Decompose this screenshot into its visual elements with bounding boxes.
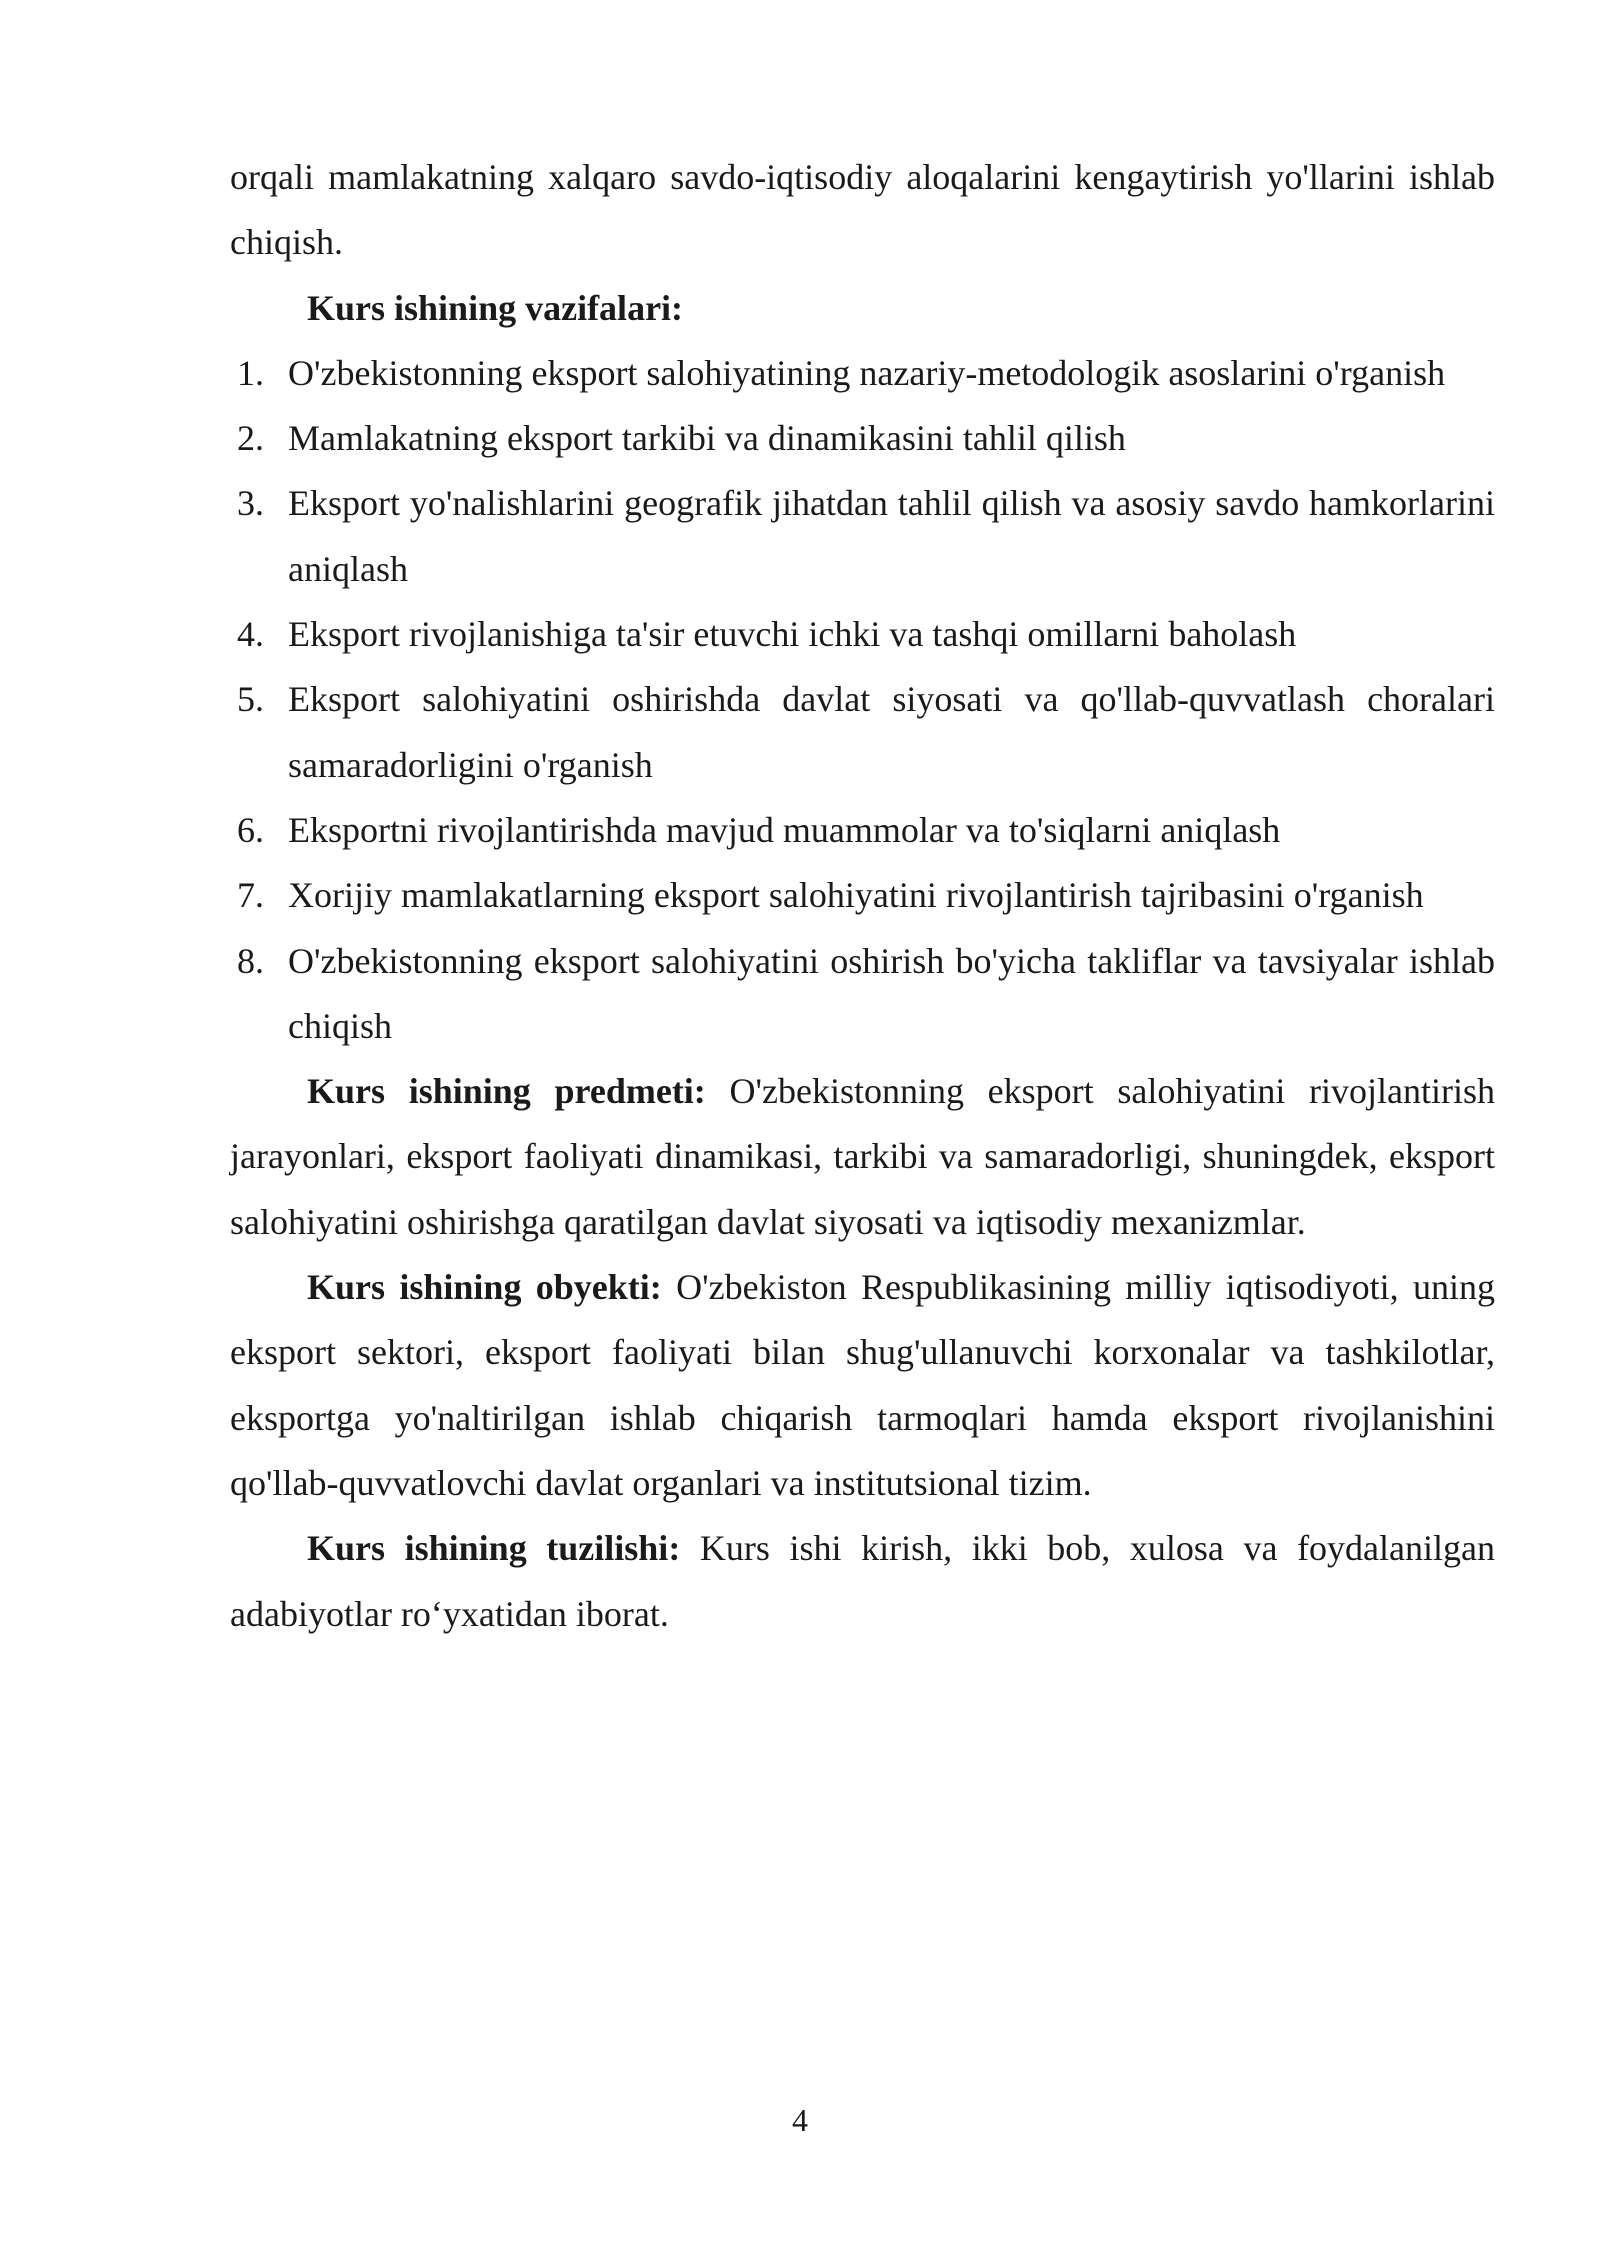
list-item-number: 3. [237, 483, 264, 524]
structure-label: Kurs ishining tuzilishi: [307, 1528, 681, 1569]
list-item-text: O'zbekistonning eksport salohiyatining nazariy-metodologik asoslarini o'rganish [288, 352, 1446, 393]
list-item [230, 929, 1495, 1060]
list-item-number: 5. [237, 679, 264, 720]
list-item-text: Xorijiy mamlakatlarning eksport salohiyatini rivojlantirish tajribasini o'rganish [288, 875, 1424, 916]
list-item-text: Eksport salohiyatini oshirishda davlat siyosati va qo'llab-quvvatlash choralari samaradorligini o'rganish [288, 679, 1495, 785]
subject-text: O'zbekistonning eksport salohiyatini rivojlantirish jarayonlari, eksport faoliyati dinamikasi, tarkibi va samaradorligi, shuningdek, eksport salohiyatini oshirishga qaratilgan davlat siyosati va iqtisodiy mexanizmlar. [230, 1071, 1495, 1242]
list-item [230, 406, 1495, 471]
list-item-number: 8. [237, 940, 264, 981]
list-item [230, 798, 1495, 863]
list-item [230, 471, 1495, 602]
object-paragraph [230, 1255, 1495, 1516]
list-item [230, 602, 1495, 667]
list-item [230, 667, 1495, 798]
object-text: O'zbekiston Respublikasining milliy iqtisodiyoti, uning eksport sektori, eksport faoliyati bilan shug'ullanuvchi korxonalar va tashkilotlar, eksportga yo'naltirilgan ishlab chiqarish tarmoqlari hamda eksport rivojlanishini qo'llab-quvvatlovchi davlat organlari va institutsional tizim. [230, 1267, 1496, 1503]
document-page [230, 145, 1495, 1647]
structure-paragraph [230, 1516, 1495, 1647]
list-item-number: 1. [237, 352, 264, 393]
tasks-list [230, 341, 1495, 1059]
page-number: 4 [792, 2102, 808, 2138]
intro-continuation: orqali mamlakatning xalqaro savdo-iqtisodiy aloqalarini kengaytirish yo'llarini ishlab chiqish. [230, 157, 1495, 263]
list-item-number: 7. [237, 875, 264, 916]
list-item [230, 341, 1495, 406]
tasks-heading: Kurs ishining vazifalari: [307, 287, 684, 328]
list-item [230, 863, 1495, 928]
list-item-text: Eksport rivojlanishiga ta'sir etuvchi ichki va tashqi omillarni baholash [288, 614, 1297, 655]
list-item-text: Eksport yo'nalishlarini geografik jihatdan tahlil qilish va asosiy savdo hamkorlarini aniqlash [288, 483, 1495, 589]
list-item-text: Mamlakatning eksport tarkibi va dinamikasini tahlil qilish [288, 418, 1126, 459]
list-item-number: 4. [237, 614, 264, 655]
list-item-text: Eksportni rivojlantirishda mavjud muammolar va to'siqlarni aniqlash [288, 809, 1281, 850]
object-label: Kurs ishining obyekti: [307, 1267, 662, 1308]
list-item-text: O'zbekistonning eksport salohiyatini oshirish bo'yicha takliflar va tavsiyalar ishlab chiqish [288, 940, 1495, 1046]
subject-paragraph [230, 1059, 1495, 1255]
list-item-number: 6. [237, 809, 264, 850]
structure-text: Kurs ishi kirish, ikki bob, xulosa va foydalanilgan adabiyotlar ro‘yxatidan iborat. [230, 1528, 1496, 1634]
list-item-number: 2. [237, 418, 264, 459]
subject-label: Kurs ishining predmeti: [307, 1071, 706, 1112]
